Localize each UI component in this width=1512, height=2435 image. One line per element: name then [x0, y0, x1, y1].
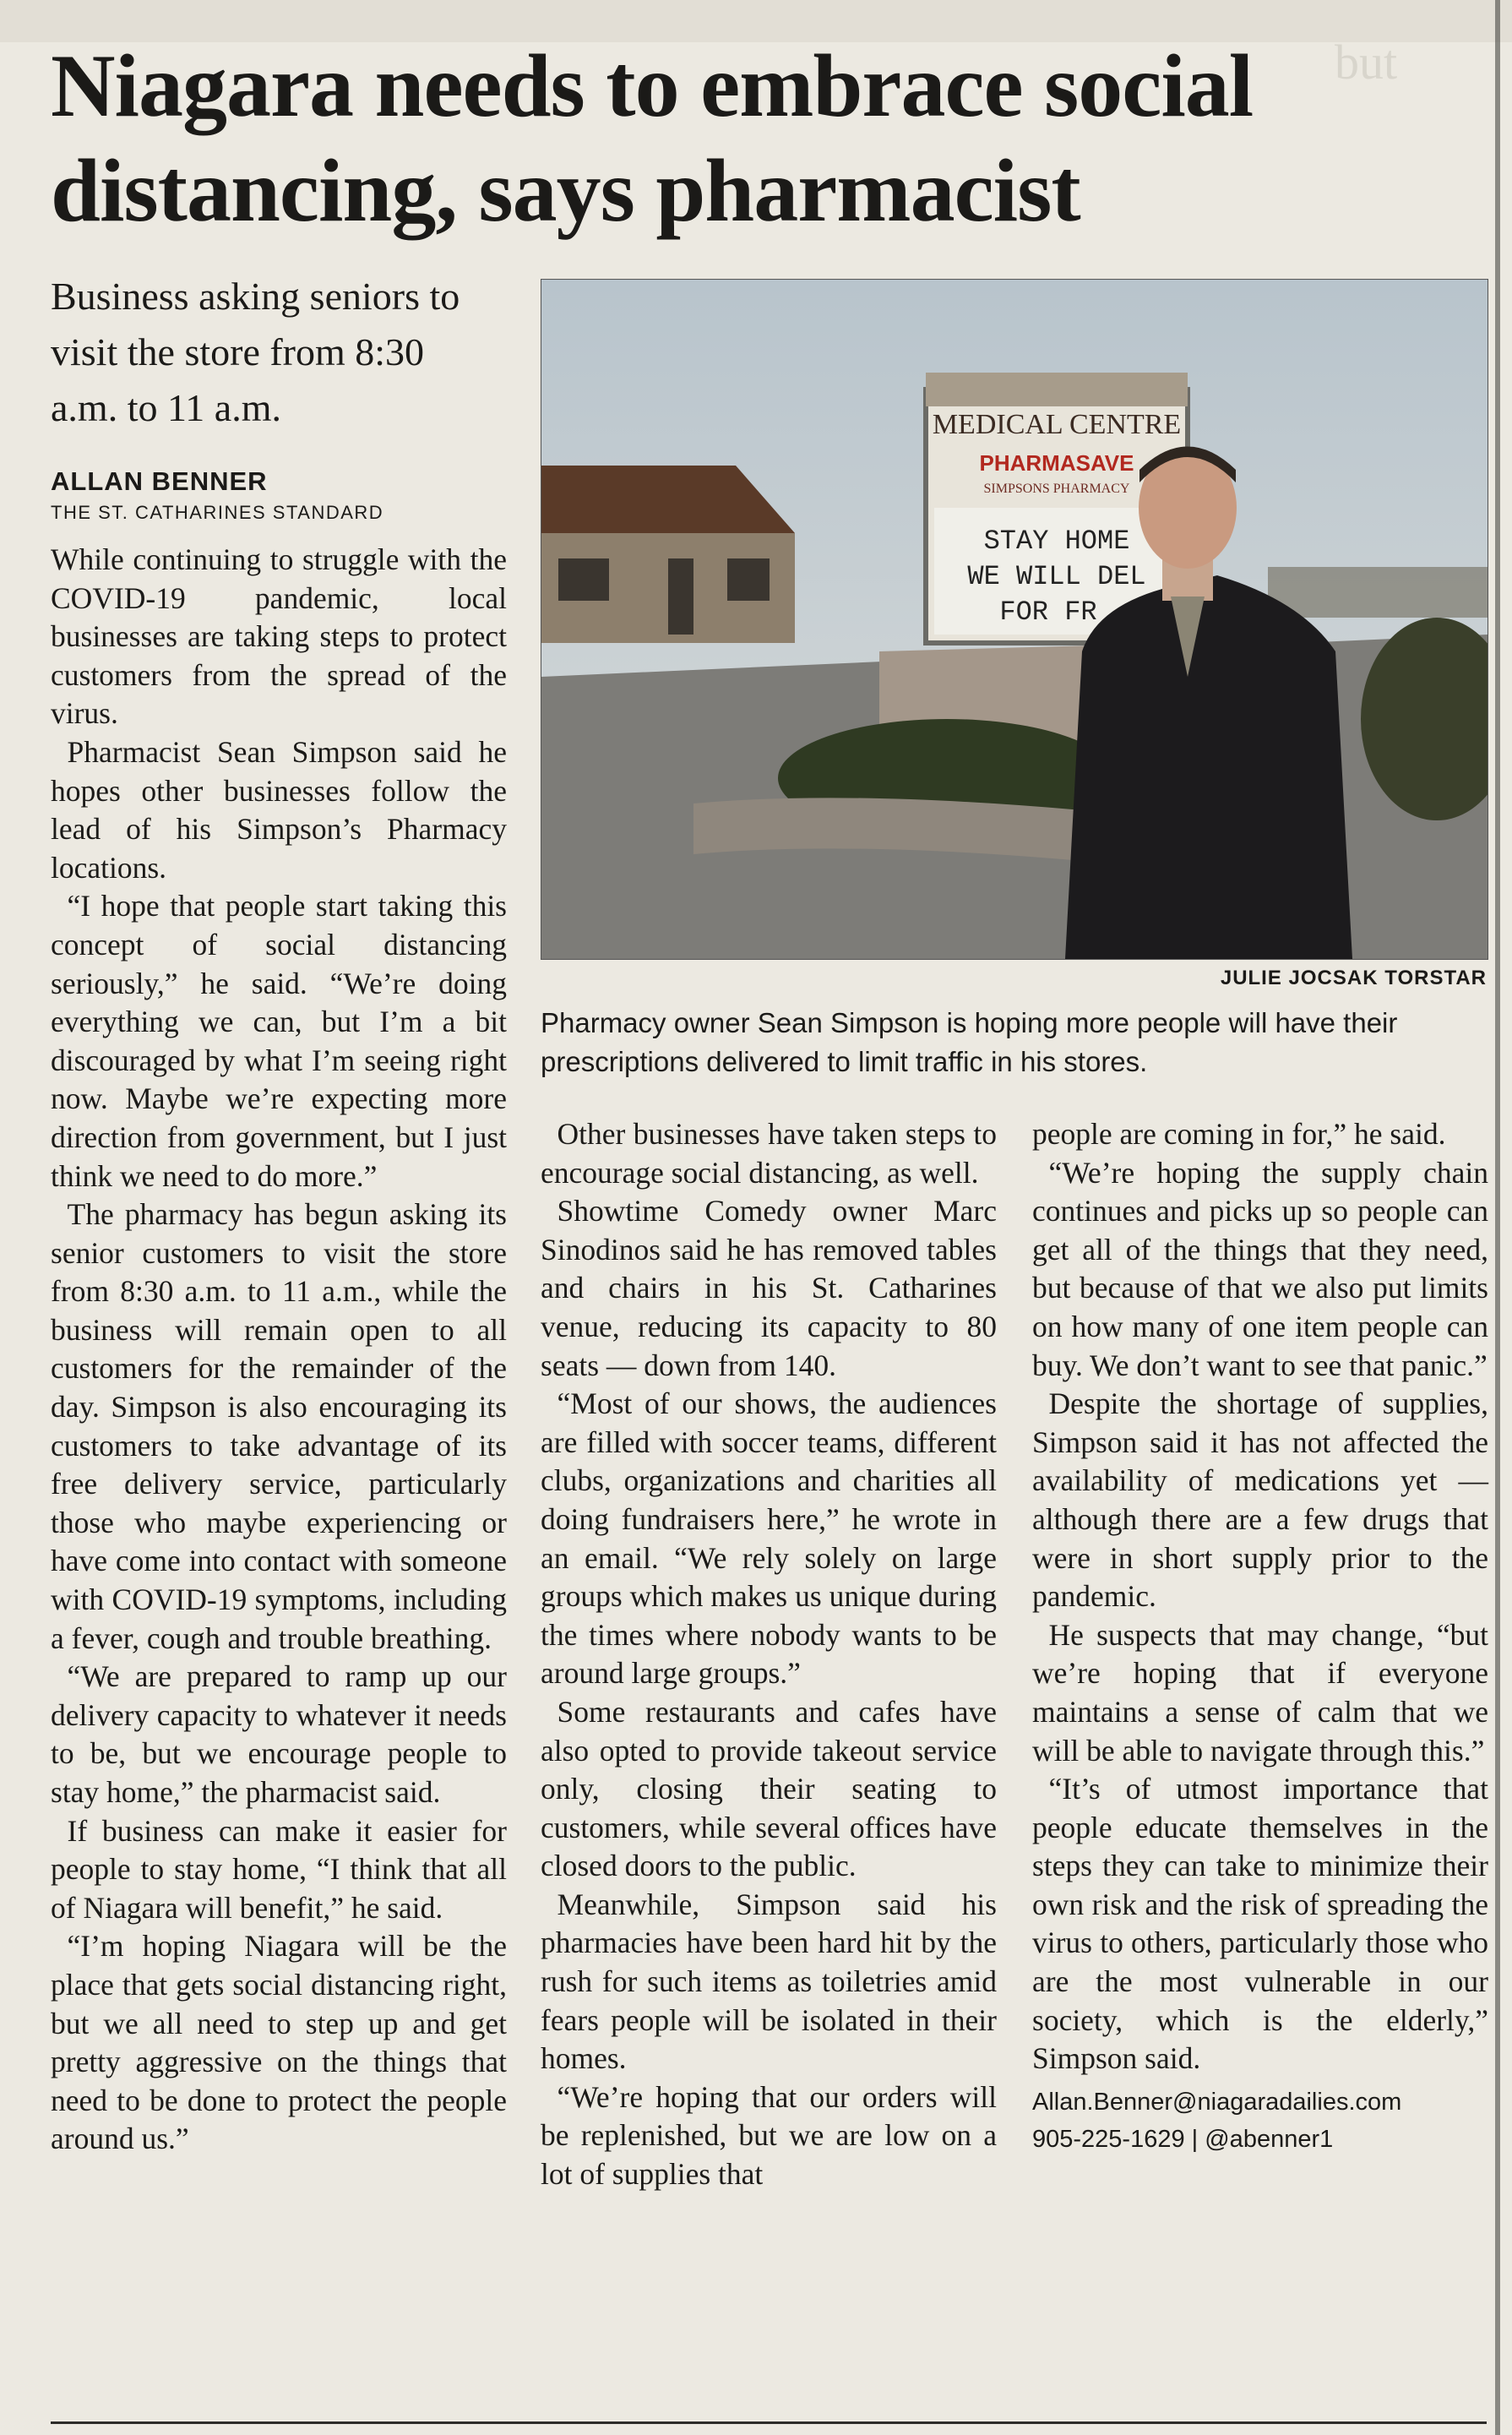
paragraph: “Most of our shows, the audiences are filled with soccer teams, different clubs, organizations and charities all doing fundraisers here,” he wrote in an email. “We rely solely on large groups which makes us unique during the times where nobody wants to be around large groups.”: [541, 1386, 997, 1691]
paragraph: Other businesses have taken steps to encourage social distancing, as well.: [541, 1117, 997, 1190]
sign-title: MEDICAL CENTRE: [932, 409, 1182, 440]
article-column-1: [51, 541, 507, 2159]
byline-organization: THE ST. CATHARINES STANDARD: [51, 502, 384, 523]
paragraph: “We’re hoping the supply chain continues and picks up so people can get all of the things that they need, but because of that we also put limits on how many of one item people can buy. We don’t want to see that panic.”: [1032, 1155, 1488, 1382]
news-photo: [541, 279, 1488, 960]
page-gutter-rule: [1495, 0, 1500, 2435]
sign-brand: PHARMASAVE: [979, 450, 1134, 476]
paragraph: “I’m hoping Niagara will be the place that gets social distancing right, but we all need to step up and get pretty aggressive on the things that need to be done to protect the people around us.”: [51, 1929, 507, 2156]
paragraph: The pharmacy has begun asking its senior customers to visit the store from 8:30 a.m. to 11 a.m., while the business will remain open to all customers for the remainder of the day. Simpson is also encouraging its customers to take advantage of its free delivery service, particularly those who maybe experiencing or have come into contact with someone with COVID-19 symptoms, including a fever, cough and trouble breathing.: [51, 1197, 507, 1655]
photo-caption: Pharmacy owner Sean Simpson is hoping more people will have their prescriptions delivered to limit traffic in his stores.: [541, 1007, 1398, 1077]
paragraph: He suspects that may change, “but we’re hoping that if everyone maintains a sense of calm that we will be able to navigate through this.”: [1032, 1617, 1488, 1768]
paragraph: Pharmacist Sean Simpson said he hopes other businesses follow the lead of his Simpson’s Pharmacy locations.: [51, 734, 507, 885]
headline: Niagara needs to embrace social distancing, says pharmacist: [51, 36, 1254, 240]
paragraph: people are coming in for,” he said.: [1032, 1117, 1446, 1151]
author-phone-handle: 905-225-1629 | @abenner1: [1032, 2125, 1334, 2153]
paragraph: Showtime Comedy owner Marc Sinodinos said he has removed tables and chairs in his St. Catharines venue, reducing its capacity to 80 seats — down from 140.: [541, 1194, 997, 1382]
article-column-2: [541, 1115, 997, 2194]
byline: [51, 466, 524, 524]
paragraph: If business can make it easier for people to stay home, “I think that all of Niagara will benefit,” he said.: [51, 1813, 507, 1925]
paragraph: “We’re hoping that our orders will be replenished, but we are low on a lot of supplies that: [541, 2079, 997, 2192]
photo-credit: JULIE JOCSAK TORSTAR: [1220, 967, 1487, 989]
paragraph: “I hope that people start taking this concept of social distancing seriously,” he said. “We’re doing everything we can, but I’m a bit discouraged by what I’m seeing right now. Maybe we’re expecting more direction from government, but I just think we need to do more.”: [51, 889, 507, 1193]
deck-subheadline: Business asking seniors to visit the store from 8:30 a.m. to 11 a.m.: [51, 275, 460, 429]
paragraph: While continuing to struggle with the COVID-19 pandemic, local businesses are taking steps to protect customers from the spread of the virus.: [51, 542, 507, 731]
marquee-line-3: FOR FR: [999, 596, 1097, 628]
paragraph: “It’s of utmost importance that people educate themselves in the steps they can take to minimize their own risk and the risk of spreading the virus to others, particularly those who are the most vulnerable in our society, which is the elderly,” Simpson said.: [1032, 1772, 1488, 2076]
author-contact: [1032, 2084, 1488, 2158]
bottom-rule: [51, 2421, 1487, 2424]
byline-author: ALLAN BENNER: [51, 466, 268, 496]
marquee-line-1: STAY HOME: [983, 526, 1130, 557]
article-column-3: [1032, 1115, 1488, 2158]
sign-subbrand: SIMPSONS PHARMACY: [983, 482, 1130, 496]
paragraph: “We are prepared to ramp up our delivery capacity to whatever it needs to be, but we encourage people to stay home,” the pharmacist said.: [51, 1659, 507, 1809]
paragraph: Despite the shortage of supplies, Simpson said it has not affected the availability of medications yet — although there are a few drugs that were in short supply prior to the pandemic.: [1032, 1386, 1488, 1614]
paragraph: Some restaurants and cafes have also opted to provide takeout service only, closing their seating to customers, while several offices have closed doors to the public.: [541, 1694, 997, 1883]
paragraph: Meanwhile, Simpson said his pharmacies have been hard hit by the rush for such items as toiletries amid fears people will be isolated in their homes.: [541, 1887, 997, 2076]
marquee-line-2: WE WILL DEL: [967, 561, 1146, 592]
author-email: Allan.Benner@niagaradailies.com: [1032, 2088, 1402, 2116]
bleed-through-text: but: [1335, 35, 1398, 90]
